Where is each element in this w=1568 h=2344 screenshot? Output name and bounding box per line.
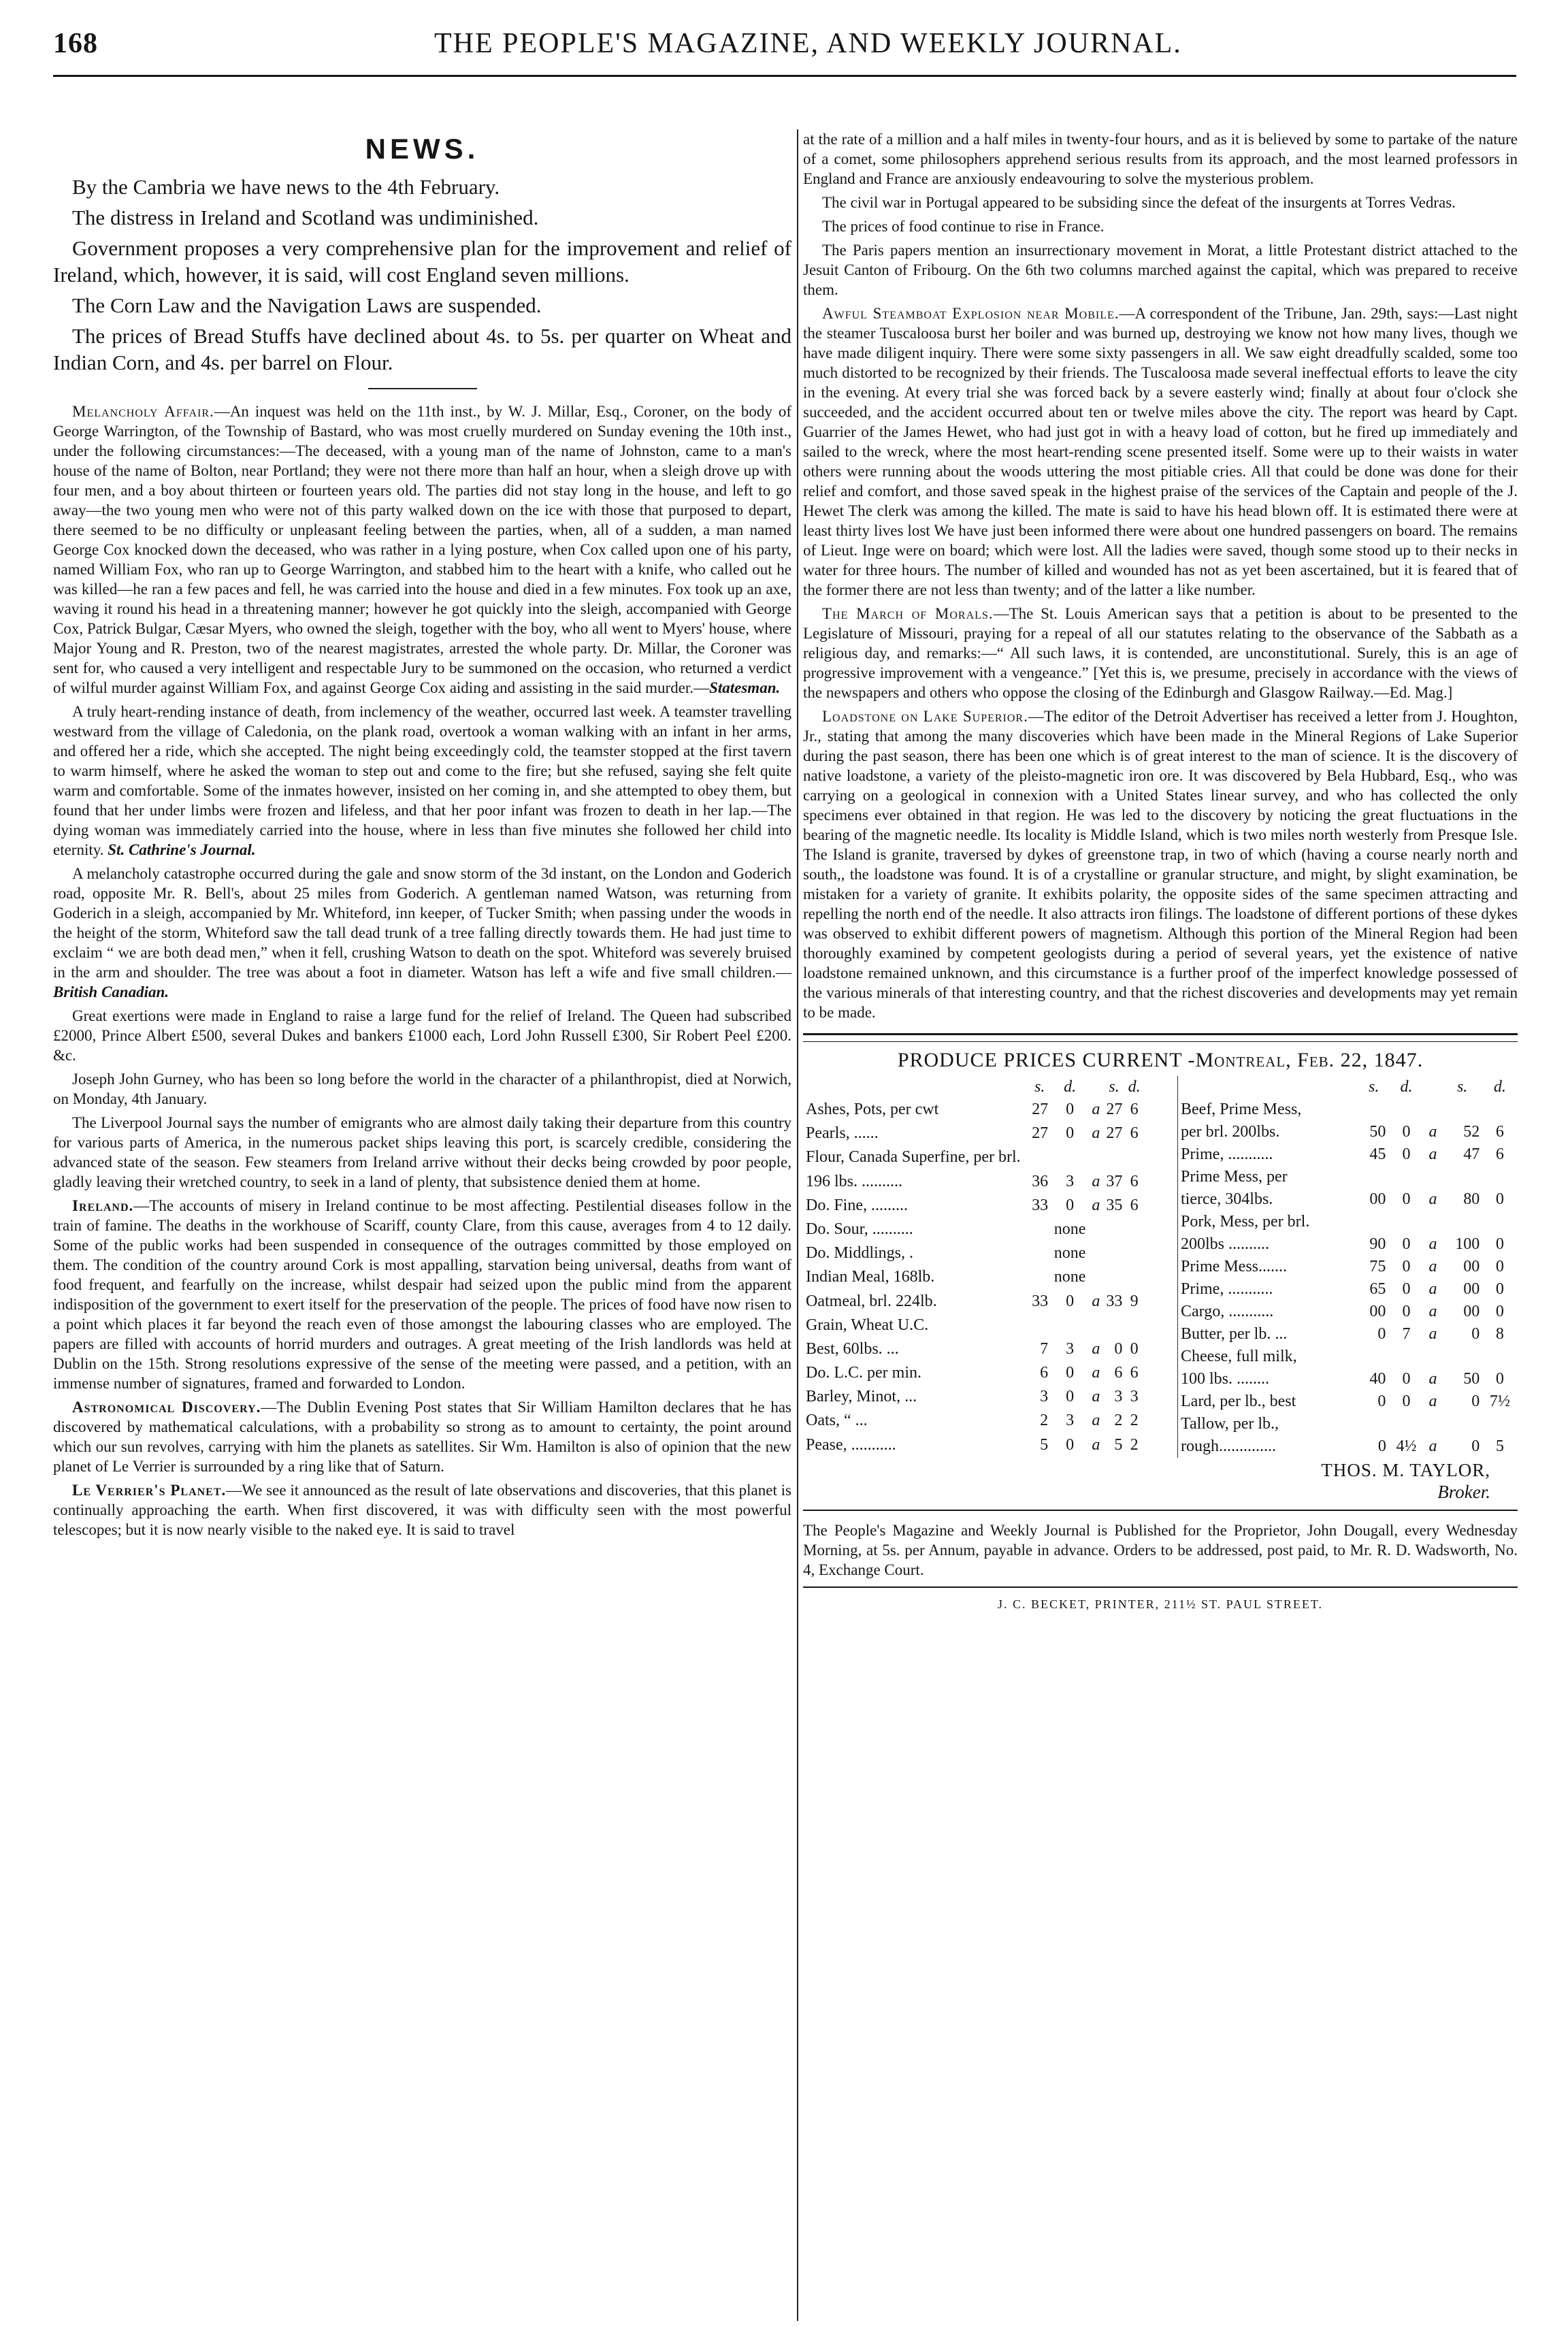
price-d2	[1125, 1218, 1143, 1242]
article-text: A melancholy catastrophe occurred during the gale and snow storm of the 3d instant, on the London and Goderich road, opposite Mr. R. Bell's, about 25 miles from Goderich. A gentleman named Watson, was returning from Goderich in a sleigh, accompanied by Mr. Whiteford, inn keeper, of Tucker Smith; when passing under the woods in the height of the storm, Whiteford saw the tall dead trunk of a tree falling directly towards them. He had just time to exclaim “ we are both dead men,” when it fell, crushing Watson to death on the spot. Whiteford was severely bruised in the arm and shoulder. The tree was about a foot in diameter. Watson has left a wife and five small children.	[53, 865, 791, 981]
price-separator	[1089, 1266, 1102, 1290]
price-s2	[1442, 1166, 1482, 1188]
price-s1: 3	[1040, 1388, 1049, 1406]
price-separator: a	[1092, 1292, 1100, 1310]
col-header: d.	[1493, 1078, 1506, 1096]
article-france-prices: The prices of food continue to rise in France.	[822, 218, 1105, 235]
price-row	[803, 1122, 1143, 1146]
price-s1	[1028, 1146, 1051, 1170]
article-gurney: Joseph John Gurney, who has been so long before the world in the character of a philanthropist, died at Norwich, on Monday, 4th January.	[53, 1071, 791, 1107]
price-d1: 0	[1402, 1303, 1411, 1320]
price-d1: 0	[1066, 1435, 1075, 1454]
price-d2: 0	[1495, 1280, 1504, 1298]
price-separator	[1089, 1218, 1102, 1242]
price-separator: a	[1092, 1412, 1100, 1430]
price-row	[1178, 1413, 1518, 1435]
price-separator: a	[1428, 1437, 1437, 1455]
article-march-of-morals	[803, 604, 1518, 702]
price-separator: a	[1092, 1364, 1100, 1382]
price-d2: 7½	[1489, 1393, 1510, 1410]
price-d1	[1389, 1166, 1424, 1188]
price-s2: 6	[1114, 1364, 1123, 1382]
article-relief-fund: Great exertions were made in England to raise a large fund for the relief of Ireland. The Queen had subscribed £2000, Prince Albert £500, several Dukes and bankers £1000 each, Lord John Russell £300, Sir Robert Peel £200. &c.	[53, 1007, 791, 1064]
price-separator	[1089, 1314, 1102, 1338]
prices-table-left	[803, 1076, 1143, 1458]
price-d2	[1482, 1413, 1517, 1435]
price-row	[803, 1314, 1143, 1338]
price-d2: 9	[1130, 1292, 1139, 1310]
price-separator: a	[1428, 1258, 1437, 1275]
price-d2	[1125, 1266, 1143, 1290]
price-s2: 0	[1471, 1325, 1480, 1343]
price-d2: 0	[1495, 1235, 1504, 1253]
prices-heading: PRODUCE PRICES CURRENT	[897, 1049, 1183, 1071]
price-d1: 7	[1402, 1325, 1411, 1343]
price-item: Beef, Prime Mess,	[1181, 1101, 1302, 1118]
price-d1: 3	[1066, 1412, 1075, 1430]
price-s1: 45	[1369, 1145, 1386, 1163]
price-separator	[1089, 1242, 1102, 1266]
price-s1: 27	[1032, 1101, 1049, 1118]
price-item: Butter, per lb. ...	[1181, 1325, 1288, 1343]
news-item: By the Cambria we have news to the 4th February.	[72, 175, 500, 199]
price-d1: 0	[1402, 1123, 1411, 1141]
price-separator: a	[1428, 1280, 1437, 1298]
price-item: 200lbs ..........	[1181, 1235, 1270, 1253]
article-portugal: The civil war in Portugal appeared to be subsiding since the defeat of the insurgents at Torres Vedras.	[822, 194, 1456, 211]
price-d2: 8	[1495, 1325, 1504, 1343]
price-d1: 3	[1066, 1339, 1075, 1358]
price-item: tierce, 304lbs.	[1181, 1190, 1273, 1208]
article-ireland	[53, 1196, 791, 1393]
price-s2: 100	[1455, 1235, 1480, 1253]
price-item: Pease, ...........	[806, 1435, 896, 1454]
price-item: Grain, Wheat U.C.	[806, 1316, 929, 1334]
price-row	[1178, 1166, 1518, 1188]
price-separator: a	[1428, 1235, 1437, 1253]
article-heading: Awful Steamboat Explosion near Mobile.	[822, 305, 1120, 322]
price-d1: 0	[1402, 1370, 1411, 1388]
price-item: rough..............	[1181, 1437, 1276, 1455]
article-steamboat-explosion	[803, 304, 1518, 600]
price-d1: 0	[1402, 1280, 1411, 1298]
price-separator	[1089, 1146, 1102, 1170]
article-melancholy-affair: Melancholy Affair.—An inquest was held on the 11th inst., by W. J. Millar, Esq., Coroner, on the body of George Warrington, of the Township of Bastard, who was most cruelly murdered on Sunday evening the 10th inst., under the following circumstances:—The deceased, with a young man of the name of Johnston, came to a man's house of the name of Bolton, near Portland; they were not there more than half an hour, when a sleigh drove up with four men, and a boy about thirteen or fourteen years old. The parties did not stay long in the house, and left to go away—the two young men who were not of this party walked down on the ice with those that purposed to depart, there seemed to be no difficulty or unpleasant feeling between the parties, when, all of a sudden, a man named George Cox knocked down the deceased, who was rather in a lying posture, when Cox called upon one of his party, named William Fox, who ran up to George Warrington, and stabbed him to the heart with a knife, who called out he was killed—he ran a few paces and fell, he was carried into the house and died in a few minutes. Fox took up an axe, waving it round his head in a threatening manner; however he got quickly into the sleigh, accompanied with George Cox, Patrick Bulgar, Cæsar Myers, who owned the sleigh, together with the boy, who all went to Myers' house, where Major Young and R. Preston, two of the nearest magistrates, arrested the whole party. Dr. Millar, the Coroner was sent for, who caused a very intelligent and respectable Jury to be summoned on the occasion, who returned a verdict of wilful murder against William Fox, and against George Cox aiding and assisting in the said murder.—Statesman.	[53, 403, 791, 696]
price-item: Pearls, ......	[806, 1124, 879, 1143]
article-comet-continued: at the rate of a million and a half miles in twenty-four hours, and as it is believed by some to partake of the nature of a comet, some philosophers apprehend serious results from its approach, and the most learned professors in England and France are anxiously endeavouring to solve the mysterious problem.	[803, 131, 1518, 187]
price-d1: 0	[1402, 1393, 1411, 1410]
price-s1	[1359, 1413, 1389, 1435]
price-s1	[1359, 1346, 1389, 1368]
price-separator	[1424, 1211, 1442, 1233]
price-s2	[1442, 1346, 1482, 1368]
price-d2: 6	[1130, 1196, 1139, 1214]
price-d2	[1125, 1314, 1143, 1338]
article-morat: The Paris papers mention an insurrectionary movement in Morat, a little Protestant district attached to the Jesuit Canton of Fribourg. On the 6th two columns marched against the capital, which was prepared to receive them.	[803, 242, 1518, 298]
article-text: —An inquest was held on the 11th inst., by W. J. Millar, Esq., Coroner, on the body of George Warrington, of the Township of Bastard, who was most cruelly murdered on Sunday evening the 10th inst., under the following circumstances:—The deceased, with a young man of the name of Johnston, came to a man's house of the name of Bolton, near Portland; they were not there more than half an hour, when a sleigh drove up with four men, and a boy about thirteen or fourteen years old. The parties did not stay long in the house, and left to go away—the two young men who were not of this party walked down on the ice with those that purposed to depart, there seemed to be no difficulty or unpleasant feeling between the parties, when, all of a sudden, a man named George Cox knocked down the deceased, who was rather in a lying posture, when Cox called upon one of his party, named William Fox, who ran up to George Warrington, and stabbed him to the heart with a knife, who called out he was killed—he ran a few paces and fell, he was carried into the house and died in a few minutes. Fox took up an axe, waving it round his head in a threatening manner; however he got quickly into the sleigh, accompanied with George Cox, Patrick Bulgar, Cæsar Myers, who owned the sleigh, together with the boy, who all went to Myers' house, where Major Young and R. Preston, two of the nearest magistrates, arrested the whole party. Dr. Millar, the Coroner was sent for, who caused a very intelligent and respectable Jury to be summoned on the occasion, who returned a verdict of wilful murder against William Fox, and against George Cox aiding and assisting in the said murder.	[53, 403, 791, 696]
price-d1: 0	[1066, 1196, 1075, 1214]
price-row	[803, 1266, 1143, 1290]
price-separator	[1424, 1098, 1442, 1121]
price-row	[803, 1410, 1143, 1433]
price-d2: 6	[1495, 1123, 1504, 1141]
price-separator: a	[1092, 1339, 1100, 1358]
prices-body-right	[1178, 1098, 1518, 1458]
price-item: Pork, Mess, per brl.	[1181, 1213, 1310, 1231]
price-d2	[1482, 1211, 1517, 1233]
price-d2	[1125, 1242, 1143, 1266]
price-d1: 3	[1066, 1172, 1075, 1190]
price-row	[1178, 1143, 1518, 1166]
price-row	[803, 1386, 1143, 1410]
price-d1	[1389, 1098, 1424, 1121]
price-s1: 7	[1040, 1339, 1049, 1358]
price-s2	[1103, 1146, 1126, 1170]
price-s1: 5	[1040, 1435, 1049, 1454]
article-heading: The March of Morals.	[822, 605, 994, 622]
price-s2: 0	[1471, 1437, 1480, 1455]
price-s1: 00	[1369, 1190, 1386, 1208]
price-item: Oats, “ ...	[806, 1412, 868, 1430]
news-items	[53, 174, 791, 376]
broker-signature	[803, 1459, 1518, 1503]
price-item: 100 lbs. ........	[1181, 1370, 1270, 1388]
price-d1: 0	[1402, 1190, 1411, 1208]
price-row	[803, 1338, 1143, 1362]
price-row	[1178, 1390, 1518, 1413]
news-heading: NEWS.	[365, 133, 480, 165]
price-d2	[1482, 1346, 1517, 1368]
col-header: s.	[1109, 1078, 1120, 1096]
price-row	[1178, 1211, 1518, 1233]
article-text: —The editor of the Detroit Advertiser has received a letter from J. Houghton, Jr., stating that among the many discoveries which have been made in the Mineral Regions of Lake Superior during the past season, there has been one which is of great interest to the man of science. It is the discovery of native loadstone, a variety of the pleisto-magnetic iron ore. It was discovered by Bela Hubbard, Esq., who was carrying on a geological in connexion with a United States linear survey, and who has collected the only specimens ever obtained in that region. He was led to the discovery by noticing the great fluctuations in the bearing of the magnetic needle. Its locality is Middle Island, which is two miles north westerly from Presque Isle. The Island is granite, traversed by dykes of greenstone trap, in two of which (having a course nearly north and south,, the loadstone was found. It is of a crystalline or granular structure, and might, by slight examination, be mistaken for a variety of granite. It exhibits polarity, the opposite sides of the same specimen attracting and repelling the north end of the needle. It also attracts iron filings. The loadstone of different portions of these dykes was observed to exhibit different powers of magnetism. Although this portion of the Mineral Region had been thoroughly examined by competent geologists during a period of several years, yet the existence of native loadstone remained unknown, and this circumstance is a further proof of the imperfect knowledge possessed of the various minerals of that interesting country, and that the richest discoveries and developments may yet remain to be made.	[803, 708, 1518, 1021]
prices-location-date: -Montreal, Feb. 22, 1847.	[1188, 1049, 1424, 1071]
article-text: —A correspondent of the Tribune, Jan. 29th, says:—Last night the steamer Tuscaloosa burst her boiler and was burned up, destroying we know not how many lives, though we have made diligent inquiry. There were some sixty passengers in all. We saw eight dreadfully scalded, some too much distorted to be recognized by their friends. The Tuscaloosa made several ineffectual efforts to leave the city in the evening. At every trial she was forced back by a severe easterly wind; finally at about four o'clock she succeeded, and the accident occurred about ten or twelve miles above the city. The report was heard by Capt. Guarrier of the James Hewet, who had just got in with a heavy load of cotton, but he fired up immediately and sailed to the wreck, where the most heart-rending scene presented itself. Some were up to their waists in water others were running about the woods uttering the most pitiable cries. All that could be done was done for their relief and comfort, and those saved speak in the highest praise of the services of the Captain and people of the J. Hewet The clerk was among the killed. The mate is said to have his head blown off. It is estimated there were at least thirty lives lost We have just been informed there were about one hundred passengers on board. The remains of Lieut. Inge were on board; which were lost. All the ladies were saved, though some stood up to their necks in water for three hours. The number of killed and wounded has not as yet been ascertained, but it is feared that of the former there are not less than twenty; and of the latter a like number.	[803, 305, 1518, 598]
price-separator: a	[1428, 1325, 1437, 1343]
price-s2: 80	[1463, 1190, 1480, 1208]
price-item: Prime, ...........	[1181, 1145, 1273, 1163]
prices-header-row	[803, 1076, 1143, 1098]
price-s2	[1103, 1266, 1126, 1290]
price-row	[803, 1362, 1143, 1386]
price-row	[1178, 1256, 1518, 1278]
price-row	[1178, 1233, 1518, 1256]
price-row	[803, 1218, 1143, 1242]
price-s1: 50	[1369, 1123, 1386, 1141]
price-item: per brl. 200lbs.	[1181, 1123, 1280, 1141]
price-d2: 0	[1495, 1370, 1504, 1388]
article-source: British Canadian.	[53, 983, 169, 1000]
price-item: Prime, ...........	[1181, 1280, 1273, 1298]
printer-imprint: J. C. BECKET, PRINTER, 211½ ST. PAUL STREET.	[997, 1597, 1324, 1611]
price-row	[803, 1171, 1143, 1194]
running-title: THE PEOPLE'S MAGAZINE, AND WEEKLY JOURNAL.	[434, 28, 1182, 59]
prices-tables	[803, 1076, 1518, 1458]
col-header-spacer	[1089, 1076, 1102, 1098]
price-separator	[1424, 1346, 1442, 1368]
article-frozen-woman	[53, 702, 791, 860]
price-s2: 52	[1463, 1123, 1480, 1141]
article-heading: Astronomical Discovery.	[72, 1399, 261, 1416]
price-row	[803, 1194, 1143, 1218]
price-row	[1178, 1346, 1518, 1368]
price-row	[1178, 1121, 1518, 1143]
price-s1	[1028, 1218, 1051, 1242]
price-s1	[1359, 1211, 1389, 1233]
article-source: St. Cathrine's Journal.	[108, 841, 256, 858]
price-s1: 33	[1032, 1292, 1049, 1310]
price-s2: 0	[1114, 1339, 1123, 1358]
column-rule	[797, 129, 798, 2321]
price-d2: 6	[1130, 1101, 1139, 1118]
price-d1: 0	[1402, 1145, 1411, 1163]
price-d2: 2	[1130, 1412, 1139, 1430]
news-item: The prices of Bread Stuffs have declined about 4s. to 5s. per quarter on Wheat and Indian Corn, and 4s. per barrel on Flour.	[53, 324, 791, 374]
price-item: Tallow, per lb.,	[1181, 1415, 1279, 1433]
price-separator: a	[1092, 1435, 1100, 1454]
price-s2	[1442, 1413, 1482, 1435]
price-d2	[1482, 1098, 1517, 1121]
price-d2: 6	[1130, 1124, 1139, 1143]
article-text: —We see it announced as the result of late observations and discoveries, that this planet is continually approaching the earth. When first discovered, it was with difficulty seen with the most powerful telescopes; but it is now nearly visible to the naked eye. It is said to travel	[53, 1482, 791, 1538]
price-separator: a	[1092, 1124, 1100, 1143]
price-s1: 40	[1369, 1370, 1386, 1388]
publisher-note: The People's Magazine and Weekly Journal is Published for the Proprietor, John Dougall, every Wednesday Morning, at 5s. per Annum, payable in advance. Orders to be addressed, post paid, to Mr. R. D. Wadsworth, No. 4, Exchange Court.	[803, 1522, 1518, 1578]
price-s1: 0	[1377, 1437, 1386, 1455]
left-column	[53, 112, 791, 1544]
article-source: Statesman.	[709, 679, 781, 696]
price-row	[1178, 1188, 1518, 1211]
price-item: Flour, Canada Superfine, per brl.	[806, 1148, 1021, 1167]
price-separator: a	[1428, 1190, 1437, 1208]
price-item: Ashes, Pots, per cwt	[806, 1101, 939, 1118]
item-header-spacer	[803, 1076, 1028, 1098]
price-row	[1178, 1301, 1518, 1323]
article-text: —The Dublin Evening Post states that Sir William Hamilton declares that he has discovered by mathematical calculations, with a probability so strong as to amount to certainty, the point around which our sun revolves, carrying with him the planets as satellites. Sir Wm. Hamilton is also of opinion that the new planet of Le Verrier is surrounded by a ring like that of Saturn.	[53, 1399, 791, 1475]
broker-title: Broker.	[1437, 1482, 1490, 1502]
price-item: Indian Meal, 168lb.	[806, 1268, 935, 1286]
price-s2: 3	[1114, 1388, 1123, 1406]
price-item: Lard, per lb., best	[1181, 1393, 1296, 1410]
price-separator: a	[1428, 1370, 1437, 1388]
col-header: d.	[1064, 1078, 1077, 1096]
price-s1: 0	[1377, 1393, 1386, 1410]
price-s2	[1442, 1211, 1482, 1233]
prices-title	[803, 1049, 1518, 1072]
price-separator: a	[1428, 1393, 1437, 1410]
price-s1: 36	[1032, 1172, 1049, 1190]
price-s1	[1359, 1098, 1389, 1121]
prices-top-rule	[803, 1033, 1518, 1042]
price-s2: 0	[1471, 1393, 1480, 1410]
price-s1: 65	[1369, 1280, 1386, 1298]
prices-header-row	[1178, 1076, 1518, 1098]
col-header: d.	[1128, 1078, 1141, 1096]
price-d1	[1051, 1314, 1089, 1338]
news-item: The Corn Law and the Navigation Laws are suspended.	[72, 293, 542, 317]
price-s2	[1442, 1098, 1482, 1121]
item-header-spacer	[1178, 1076, 1360, 1098]
price-s2: 5	[1114, 1435, 1123, 1454]
price-item: Barley, Minot, ...	[806, 1388, 917, 1406]
price-row	[1178, 1435, 1518, 1458]
header-rule	[53, 75, 1516, 77]
price-d2	[1125, 1146, 1143, 1170]
price-row	[803, 1290, 1143, 1314]
price-d2: 6	[1130, 1364, 1139, 1382]
price-s2: 00	[1463, 1258, 1480, 1275]
price-s1: 0	[1377, 1325, 1386, 1343]
article-heading: Melancholy Affair.	[72, 403, 214, 420]
price-s2	[1103, 1314, 1126, 1338]
price-item: 196 lbs. ..........	[806, 1172, 903, 1190]
price-s1: 2	[1040, 1412, 1049, 1430]
price-d2: 0	[1495, 1303, 1504, 1320]
col-header: s.	[1369, 1078, 1379, 1096]
article-le-verrier	[53, 1480, 791, 1540]
price-separator: a	[1092, 1196, 1100, 1214]
section-separator	[368, 388, 477, 389]
price-separator: a	[1428, 1145, 1437, 1163]
article-heading: Le Verrier's Planet.	[72, 1482, 227, 1499]
price-s1: 6	[1040, 1364, 1049, 1382]
col-header: s.	[1456, 1078, 1468, 1096]
price-row	[803, 1146, 1143, 1170]
price-d1: 0	[1066, 1101, 1075, 1118]
price-d1: 0	[1066, 1292, 1075, 1310]
news-item: Government proposes a very comprehensive plan for the improvement and relief of Ireland, which, however, it is said, will cost England seven millions.	[53, 236, 791, 287]
price-s1	[1028, 1314, 1051, 1338]
price-item: Prime Mess.......	[1181, 1258, 1287, 1275]
article-text: A truly heart-rending instance of death, from inclemency of the weather, occurred last week. A teamster travelling westward from the village of Caledonia, on the plank road, overtook a woman walking with an infant in her arms, and offered her a ride, which she accepted. The night being exceedingly cold, the teamster stopped at the first tavern to warm himself, where he asked the woman to step out and come to the fire; but she refused, saying she felt quite warm and comfortable. Some of the inmates however, insisted on her coming in, and she attempted to obey them, but found that her under limbs were frozen and lifeless, and that her poor infant was frozen to death in her lap.—The dying woman was immediately carried into the house, where in less than five minutes she followed her child into eternity.	[53, 703, 791, 858]
price-s2	[1103, 1242, 1126, 1266]
price-item: Do. Sour, ..........	[806, 1220, 913, 1238]
col-header: s.	[1034, 1078, 1045, 1096]
price-s1	[1359, 1166, 1389, 1188]
price-s2: 00	[1463, 1303, 1480, 1320]
prices-table-right	[1177, 1076, 1518, 1458]
price-d1	[1389, 1346, 1424, 1368]
price-d1	[1389, 1413, 1424, 1435]
article-text: —The St. Louis American says that a petition is about to be presented to the Legislature of Missouri, praying for a repeal of all our statutes relating to the observance of the Sabbath as a religious day, and remarks:—“ All such laws, it is contended, are unconstitutional. Surely, this is an age of progressive improvement with a vengeance.” [Yet this is, we presume, precisely in accordance with the views of the newspapers and others who oppose the closing of the Edinburgh and Glasgow Railway.—Ed. Mag.]	[803, 605, 1518, 701]
price-row	[803, 1434, 1143, 1458]
price-item: Best, 60lbs. ...	[806, 1339, 899, 1358]
price-item: Cheese, full milk,	[1181, 1348, 1297, 1365]
printer-rule	[803, 1586, 1518, 1588]
price-s1: 75	[1369, 1258, 1386, 1275]
price-separator: a	[1092, 1101, 1100, 1118]
article-loadstone	[803, 706, 1518, 1022]
page-header	[53, 27, 1516, 68]
price-d2: 6	[1495, 1145, 1504, 1163]
price-item: Oatmeal, brl. 224lb.	[806, 1292, 937, 1310]
price-s1: 33	[1032, 1196, 1049, 1214]
price-s1: 90	[1369, 1235, 1386, 1253]
price-s2	[1103, 1218, 1126, 1242]
price-d1	[1051, 1146, 1089, 1170]
price-item: Do. Middlings, .	[806, 1244, 914, 1263]
price-s1	[1028, 1242, 1051, 1266]
news-item: The distress in Ireland and Scotland was undiminished.	[72, 206, 539, 229]
article-emigrants: The Liverpool Journal says the number of emigrants who are almost daily taking their departure from this country for various parts of America, in the numerous packet ships leaving this port, is scarcely credible, considering the advanced state of the season. Few steamers from Ireland arrive without their decks being crowded by poor people, gladly leaving their wretched country, to seek in a land of plenty, that subsistence denied them at home.	[53, 1114, 791, 1190]
article-heading: Ireland.	[72, 1197, 134, 1214]
article-astronomical-discovery	[53, 1397, 791, 1476]
price-s2: 27	[1106, 1101, 1123, 1118]
price-d1: none	[1054, 1220, 1086, 1238]
price-row	[1178, 1098, 1518, 1121]
price-s2: 2	[1114, 1412, 1123, 1430]
prices-body-left	[803, 1098, 1143, 1458]
price-d2: 0	[1495, 1258, 1504, 1275]
price-separator: a	[1428, 1303, 1437, 1320]
price-s1	[1028, 1266, 1051, 1290]
price-item: Do. L.C. per min.	[806, 1364, 921, 1382]
price-separator: a	[1092, 1172, 1100, 1190]
price-item: Prime Mess, per	[1181, 1168, 1288, 1186]
price-s2: 33	[1106, 1292, 1123, 1310]
article-goderich-catastrophe: A melancholy catastrophe occurred during the gale and snow storm of the 3d instant, on the London and Goderich road, opposite Mr. R. Bell's, about 25 miles from Goderich. A gentleman named Watson, was returning from Goderich in a sleigh, accompanied by Mr. Whiteford, inn keeper, of Tucker Smith; when passing under the woods in the height of the storm, Whiteford saw the tall dead trunk of a tree falling directly towards them. He had just time to exclaim “ we are both dead men,” when it fell, crushing Watson to death on the spot. Whiteford was severely bruised in the arm and shoulder. The tree was about a foot in diameter. Watson has left a wife and five small children.—British Canadian.	[53, 865, 791, 1000]
price-d2: 6	[1130, 1172, 1139, 1190]
price-s1: 27	[1032, 1124, 1049, 1143]
price-row	[803, 1242, 1143, 1266]
col-header: d.	[1400, 1078, 1413, 1096]
article-text: —The accounts of misery in Ireland continue to be most affecting. Pestilential diseases follow in the train of famine. The deaths in the workhouse of Scariff, county Clare, from this cause, averages from 4 to 12 daily. Some of the public works had been suspended in consequence of the outrages committed by those employed on them. The condition of the country around Cork is most appalling, starvation being universal, deaths from want of food frequent, and fearfully on the increase, whilst despair had seized upon the public mind from the apparent indisposition of the government to exert itself for the preservation of the people. The prices of food have now risen to a point which places it far beyond the reach even of those amongst the labouring classes who are employed. The papers are filled with accounts of horrid murders and outrages. A great meeting of the Irish landlords was held at Dublin on the 15th. Strong resolutions expressive of the sense of the meeting were passed, and a petition, with an immense number of signatures, framed and forwarded to London.	[53, 1197, 791, 1392]
price-item: Cargo, ...........	[1181, 1303, 1274, 1320]
price-row	[1178, 1278, 1518, 1301]
price-d1: 0	[1402, 1235, 1411, 1253]
price-d1	[1389, 1211, 1424, 1233]
price-d2: 3	[1130, 1388, 1139, 1406]
price-d2: 0	[1495, 1190, 1504, 1208]
price-s2: 50	[1463, 1370, 1480, 1388]
price-d1: none	[1054, 1244, 1086, 1263]
price-separator: a	[1428, 1123, 1437, 1141]
price-separator	[1424, 1413, 1442, 1435]
price-d2: 0	[1130, 1339, 1139, 1358]
right-column	[803, 129, 1518, 1612]
price-row	[1178, 1368, 1518, 1390]
page-number: 168	[53, 28, 98, 59]
prices-bottom-rule	[803, 1510, 1518, 1511]
price-s2: 27	[1106, 1124, 1123, 1143]
price-separator: a	[1092, 1388, 1100, 1406]
broker-name: THOS. M. TAYLOR,	[1321, 1460, 1490, 1480]
price-row	[803, 1098, 1143, 1122]
price-s2: 47	[1463, 1145, 1480, 1163]
price-s2: 37	[1106, 1172, 1123, 1190]
price-d1: 0	[1066, 1124, 1075, 1143]
price-d2: 5	[1495, 1437, 1504, 1455]
price-d1: none	[1054, 1268, 1086, 1286]
price-d2	[1482, 1166, 1517, 1188]
article-heading: Loadstone on Lake Superior.	[822, 708, 1028, 725]
price-item: Do. Fine, .........	[806, 1196, 908, 1214]
price-d1: 0	[1402, 1258, 1411, 1275]
price-row	[1178, 1323, 1518, 1346]
price-d1: 0	[1066, 1388, 1075, 1406]
price-s2: 35	[1106, 1196, 1123, 1214]
price-s2: 00	[1463, 1280, 1480, 1298]
col-header-spacer	[1424, 1076, 1442, 1098]
price-d1: 4½	[1396, 1437, 1417, 1455]
price-s1: 00	[1369, 1303, 1386, 1320]
produce-prices	[803, 1049, 1518, 1503]
price-d2: 2	[1130, 1435, 1139, 1454]
price-separator	[1424, 1166, 1442, 1188]
price-d1: 0	[1066, 1364, 1075, 1382]
